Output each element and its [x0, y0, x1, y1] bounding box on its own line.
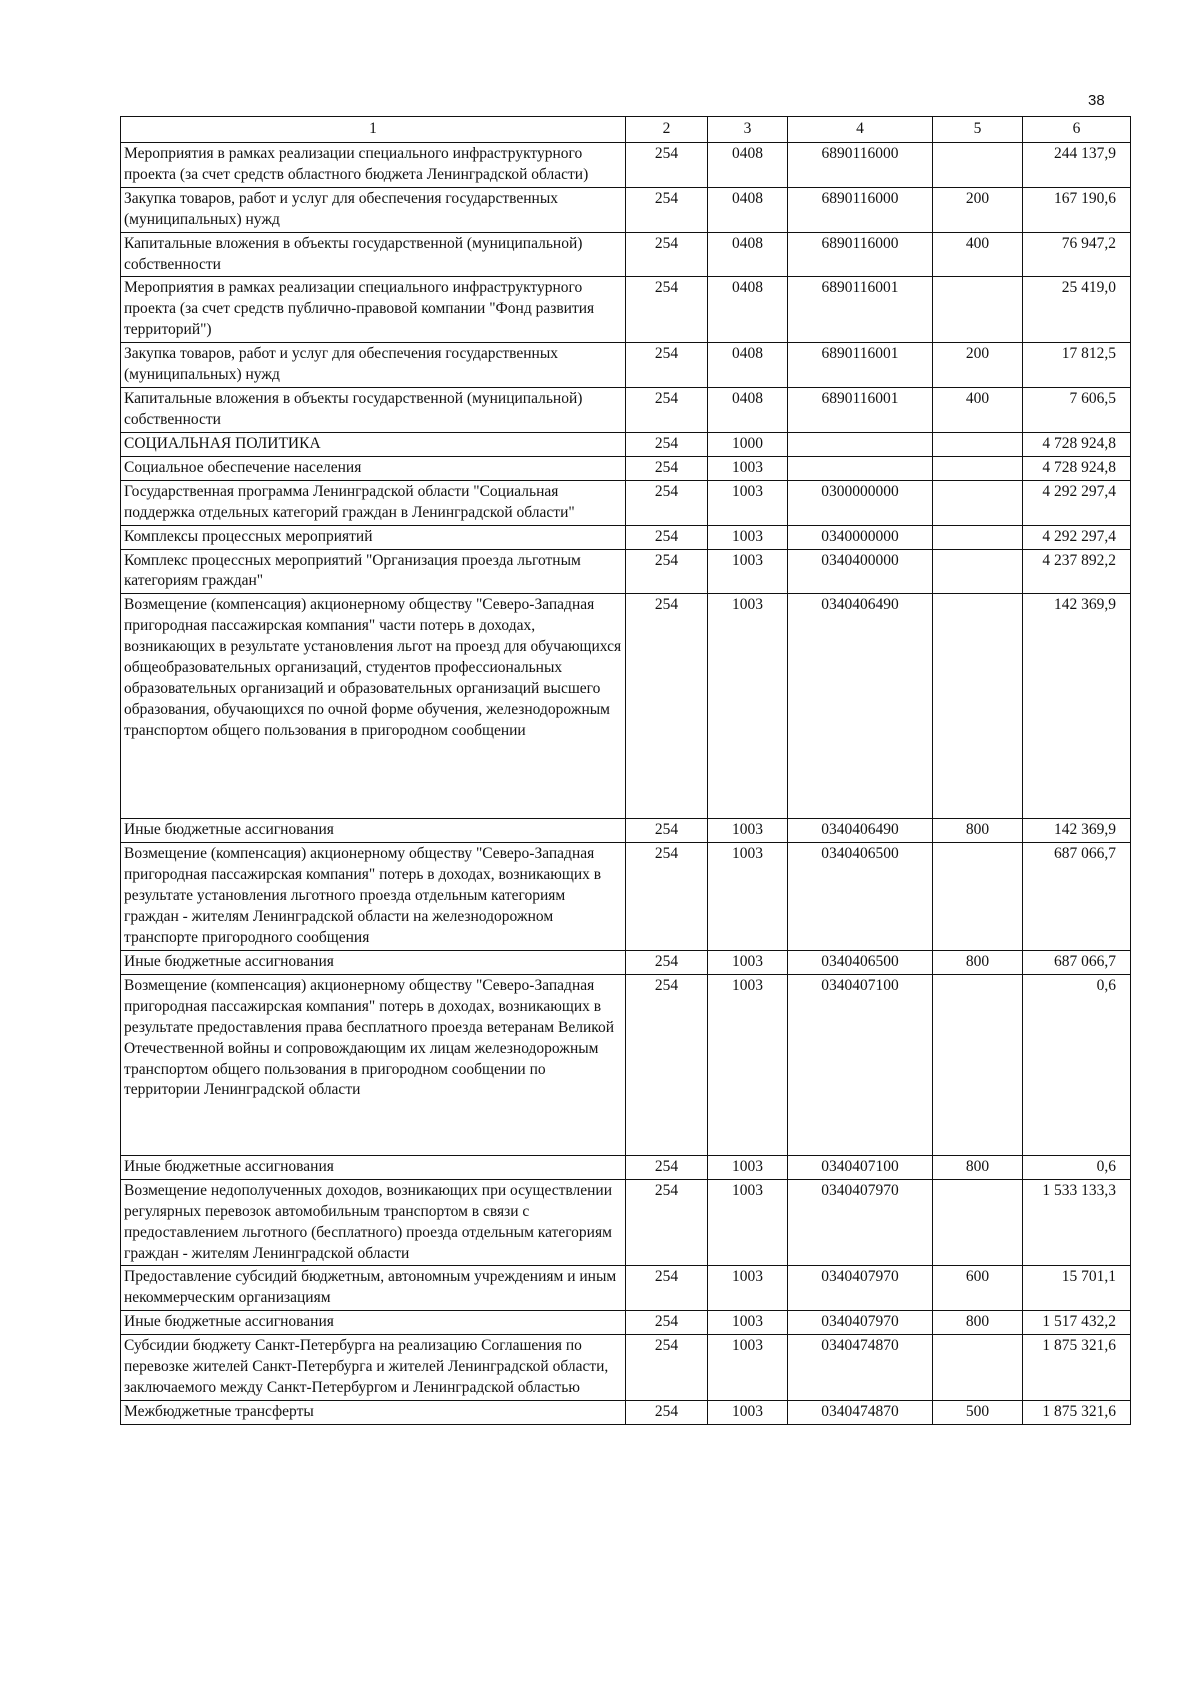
row-target-code-cell: 0340400000 [788, 549, 933, 594]
row-target-code-cell: 6890116000 [788, 142, 933, 187]
row-amount-cell: 167 190,6 [1023, 187, 1131, 232]
row-admin-code-cell: 254 [626, 343, 708, 388]
row-target-code-cell: 6890116001 [788, 343, 933, 388]
row-amount-cell: 0,6 [1023, 974, 1131, 1155]
row-admin-code-cell: 254 [626, 232, 708, 277]
table-row [121, 974, 1131, 1155]
table-body [121, 142, 1131, 1424]
row-target-code-cell: 0340407970 [788, 1311, 933, 1335]
row-target-code-cell: 0340474870 [788, 1335, 933, 1401]
row-section-code-cell: 0408 [708, 232, 788, 277]
row-section-code-cell: 1000 [708, 432, 788, 456]
row-name-cell: Государственная программа Ленинградской области "Социальная поддержка отдельных категорий граждан в Ленинградской области" [121, 480, 626, 525]
table-row [121, 525, 1131, 549]
row-section-code-cell: 1003 [708, 843, 788, 951]
row-target-code-cell: 0340000000 [788, 525, 933, 549]
row-target-code-cell: 0340407100 [788, 974, 933, 1155]
row-target-code-cell: 0340407100 [788, 1155, 933, 1179]
row-target-code-cell: 0340407970 [788, 1266, 933, 1311]
row-amount-cell: 25 419,0 [1023, 277, 1131, 343]
row-target-code-cell: 0340406490 [788, 819, 933, 843]
row-admin-code-cell: 254 [626, 1179, 708, 1266]
table-row [121, 456, 1131, 480]
row-expense-type-cell [933, 843, 1023, 951]
row-expense-type-cell: 800 [933, 1155, 1023, 1179]
row-target-code-cell [788, 432, 933, 456]
row-amount-cell: 1 533 133,3 [1023, 1179, 1131, 1266]
row-section-code-cell: 1003 [708, 1179, 788, 1266]
row-target-code-cell: 6890116001 [788, 388, 933, 433]
row-target-code-cell: 0300000000 [788, 480, 933, 525]
row-name-cell: Социальное обеспечение населения [121, 456, 626, 480]
row-name-cell: Мероприятия в рамках реализации специального инфраструктурного проекта (за счет средств публично-правовой компании "Фонд развития территорий") [121, 277, 626, 343]
row-expense-type-cell: 400 [933, 388, 1023, 433]
row-expense-type-cell: 500 [933, 1400, 1023, 1424]
row-expense-type-cell: 800 [933, 950, 1023, 974]
row-name-cell: Капитальные вложения в объекты государственной (муниципальной) собственности [121, 232, 626, 277]
row-name-cell: Предоставление субсидий бюджетным, автономным учреждениям и иным некоммерческим организациям [121, 1266, 626, 1311]
table-row [121, 1335, 1131, 1401]
table-row [121, 480, 1131, 525]
table-row [121, 232, 1131, 277]
row-expense-type-cell: 600 [933, 1266, 1023, 1311]
column-header: 3 [708, 117, 788, 143]
table-row [121, 388, 1131, 433]
row-section-code-cell: 1003 [708, 1311, 788, 1335]
table-row [121, 1400, 1131, 1424]
table-row [121, 1179, 1131, 1266]
row-target-code-cell: 0340407970 [788, 1179, 933, 1266]
row-amount-cell: 1 517 432,2 [1023, 1311, 1131, 1335]
row-expense-type-cell: 200 [933, 343, 1023, 388]
row-section-code-cell: 0408 [708, 187, 788, 232]
row-expense-type-cell [933, 456, 1023, 480]
row-name-cell: СОЦИАЛЬНАЯ ПОЛИТИКА [121, 432, 626, 456]
table-row [121, 819, 1131, 843]
row-name-cell: Иные бюджетные ассигнования [121, 950, 626, 974]
row-amount-cell: 7 606,5 [1023, 388, 1131, 433]
row-expense-type-cell [933, 549, 1023, 594]
row-section-code-cell: 1003 [708, 456, 788, 480]
row-name-cell: Закупка товаров, работ и услуг для обеспечения государственных (муниципальных) нужд [121, 187, 626, 232]
row-expense-type-cell: 800 [933, 819, 1023, 843]
row-expense-type-cell [933, 277, 1023, 343]
table-row [121, 277, 1131, 343]
row-expense-type-cell [933, 525, 1023, 549]
row-amount-cell: 4 292 297,4 [1023, 480, 1131, 525]
row-section-code-cell: 1003 [708, 1400, 788, 1424]
row-admin-code-cell: 254 [626, 1335, 708, 1401]
row-name-cell: Возмещение (компенсация) акционерному обществу "Северо-Западная пригородная пассажирская компания" потерь в доходах, возникающих в результате установления льготного проезда отдельным категориям граждан - жителям Ленинградской области на железнодорожном транспорте пригородного сообщения [121, 843, 626, 951]
table-row [121, 343, 1131, 388]
row-name-cell: Закупка товаров, работ и услуг для обеспечения государственных (муниципальных) нужд [121, 343, 626, 388]
row-amount-cell: 687 066,7 [1023, 843, 1131, 951]
row-expense-type-cell [933, 480, 1023, 525]
row-target-code-cell: 0340406500 [788, 843, 933, 951]
column-header: 5 [933, 117, 1023, 143]
row-name-cell: Комплексы процессных мероприятий [121, 525, 626, 549]
row-target-code-cell: 0340474870 [788, 1400, 933, 1424]
row-name-cell: Иные бюджетные ассигнования [121, 819, 626, 843]
table-row [121, 432, 1131, 456]
row-amount-cell: 4 292 297,4 [1023, 525, 1131, 549]
page-number: 38 [1088, 92, 1105, 109]
row-amount-cell: 1 875 321,6 [1023, 1400, 1131, 1424]
row-section-code-cell: 1003 [708, 549, 788, 594]
row-target-code-cell: 6890116000 [788, 187, 933, 232]
row-name-cell: Субсидии бюджету Санкт-Петербурга на реализацию Соглашения по перевозке жителей Санкт-Петербурга и жителей Ленинградской области, заключаемого между Санкт-Петербургом и Ленинградской областью [121, 1335, 626, 1401]
row-name-cell: Возмещение недополученных доходов, возникающих при осуществлении регулярных перевозок автомобильным транспортом в связи с предоставлением льготного (бесплатного) проезда отдельным категориям граждан - жителям Ленинградской области [121, 1179, 626, 1266]
row-admin-code-cell: 254 [626, 1311, 708, 1335]
row-expense-type-cell [933, 974, 1023, 1155]
row-section-code-cell: 1003 [708, 1266, 788, 1311]
row-section-code-cell: 1003 [708, 594, 788, 819]
row-name-cell: Иные бюджетные ассигнования [121, 1155, 626, 1179]
row-expense-type-cell [933, 432, 1023, 456]
row-admin-code-cell: 254 [626, 187, 708, 232]
table-row [121, 843, 1131, 951]
table-row [121, 950, 1131, 974]
row-amount-cell: 142 369,9 [1023, 819, 1131, 843]
row-admin-code-cell: 254 [626, 1266, 708, 1311]
column-header: 2 [626, 117, 708, 143]
row-target-code-cell: 6890116000 [788, 232, 933, 277]
row-name-cell: Возмещение (компенсация) акционерному обществу "Северо-Западная пригородная пассажирская компания" потерь в доходах, возникающих в результате предоставления права бесплатного проезда ветеранам Великой Отечественной войны и сопровождающим их лицам железнодорожным транспортом общего пользования в пригородном сообщении по территории Ленинградской области [121, 974, 626, 1155]
row-name-cell: Возмещение (компенсация) акционерному обществу "Северо-Западная пригородная пассажирская компания" части потерь в доходах, возникающих в результате установления льгот на проезд для обучающихся общеобразовательных организаций, студентов профессиональных образовательных организаций и образовательных организаций высшего образования, обучающихся по очной форме обучения, железнодорожным транспортом общего пользования в пригородном сообщении [121, 594, 626, 819]
table-row [121, 594, 1131, 819]
row-amount-cell: 244 137,9 [1023, 142, 1131, 187]
row-expense-type-cell [933, 1335, 1023, 1401]
row-section-code-cell: 1003 [708, 1155, 788, 1179]
row-section-code-cell: 1003 [708, 950, 788, 974]
table-row [121, 549, 1131, 594]
row-admin-code-cell: 254 [626, 142, 708, 187]
row-expense-type-cell: 200 [933, 187, 1023, 232]
row-target-code-cell: 6890116001 [788, 277, 933, 343]
row-section-code-cell: 1003 [708, 974, 788, 1155]
row-section-code-cell: 1003 [708, 480, 788, 525]
row-section-code-cell: 1003 [708, 525, 788, 549]
row-name-cell: Иные бюджетные ассигнования [121, 1311, 626, 1335]
row-expense-type-cell: 400 [933, 232, 1023, 277]
row-name-cell: Мероприятия в рамках реализации специального инфраструктурного проекта (за счет средств областного бюджета Ленинградской области) [121, 142, 626, 187]
row-amount-cell: 15 701,1 [1023, 1266, 1131, 1311]
column-header: 1 [121, 117, 626, 143]
row-section-code-cell: 0408 [708, 388, 788, 433]
row-expense-type-cell [933, 594, 1023, 819]
row-admin-code-cell: 254 [626, 549, 708, 594]
row-admin-code-cell: 254 [626, 480, 708, 525]
row-name-cell: Комплекс процессных мероприятий "Организация проезда льготным категориям граждан" [121, 549, 626, 594]
table-row [121, 187, 1131, 232]
row-amount-cell: 17 812,5 [1023, 343, 1131, 388]
row-admin-code-cell: 254 [626, 819, 708, 843]
header-row [121, 117, 1131, 143]
table-row [121, 142, 1131, 187]
row-admin-code-cell: 254 [626, 594, 708, 819]
row-amount-cell: 1 875 321,6 [1023, 1335, 1131, 1401]
row-admin-code-cell: 254 [626, 1400, 708, 1424]
budget-table [120, 116, 1131, 1425]
row-expense-type-cell [933, 1179, 1023, 1266]
row-amount-cell: 4 728 924,8 [1023, 432, 1131, 456]
row-admin-code-cell: 254 [626, 950, 708, 974]
row-admin-code-cell: 254 [626, 388, 708, 433]
table-row [121, 1311, 1131, 1335]
row-amount-cell: 687 066,7 [1023, 950, 1131, 974]
row-name-cell: Межбюджетные трансферты [121, 1400, 626, 1424]
row-admin-code-cell: 254 [626, 525, 708, 549]
row-expense-type-cell: 800 [933, 1311, 1023, 1335]
row-amount-cell: 4 728 924,8 [1023, 456, 1131, 480]
row-section-code-cell: 0408 [708, 142, 788, 187]
row-admin-code-cell: 254 [626, 843, 708, 951]
row-section-code-cell: 0408 [708, 277, 788, 343]
row-section-code-cell: 1003 [708, 819, 788, 843]
column-header: 4 [788, 117, 933, 143]
row-amount-cell: 0,6 [1023, 1155, 1131, 1179]
row-admin-code-cell: 254 [626, 432, 708, 456]
row-amount-cell: 142 369,9 [1023, 594, 1131, 819]
column-header: 6 [1023, 117, 1131, 143]
table-row [121, 1266, 1131, 1311]
row-amount-cell: 76 947,2 [1023, 232, 1131, 277]
row-amount-cell: 4 237 892,2 [1023, 549, 1131, 594]
row-target-code-cell: 0340406500 [788, 950, 933, 974]
row-admin-code-cell: 254 [626, 1155, 708, 1179]
row-expense-type-cell [933, 142, 1023, 187]
row-name-cell: Капитальные вложения в объекты государственной (муниципальной) собственности [121, 388, 626, 433]
row-section-code-cell: 0408 [708, 343, 788, 388]
row-admin-code-cell: 254 [626, 456, 708, 480]
row-admin-code-cell: 254 [626, 277, 708, 343]
row-target-code-cell [788, 456, 933, 480]
table-row [121, 1155, 1131, 1179]
row-admin-code-cell: 254 [626, 974, 708, 1155]
row-target-code-cell: 0340406490 [788, 594, 933, 819]
row-section-code-cell: 1003 [708, 1335, 788, 1401]
